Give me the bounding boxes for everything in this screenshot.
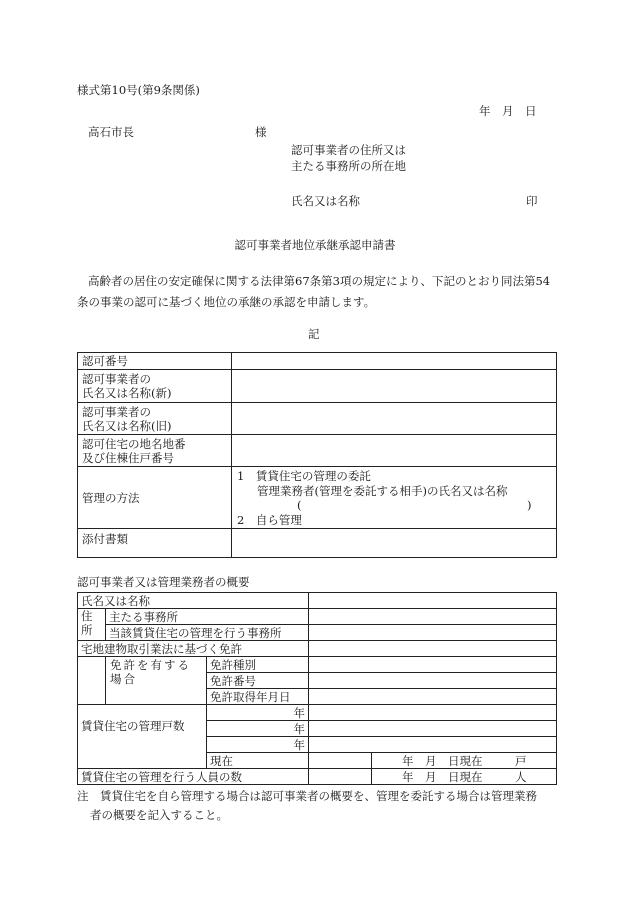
table-row [78, 529, 557, 558]
form-number: 様式第10号(第9条関係) [77, 83, 200, 97]
table-row [78, 641, 557, 657]
document-title: 認可事業者地位承継承認申請書 [234, 238, 396, 252]
applicant-name-label: 氏名又は名称 [291, 194, 360, 208]
permit-number-label: 認可番号 [78, 353, 232, 370]
name-label: 氏名又は名称 [78, 593, 309, 609]
units-current-date: 年 月 日現在 [372, 753, 486, 769]
has-license-label: 免許を有する場合 [106, 657, 207, 705]
mgmt-option-1: 1 賃貸住宅の管理の委託 [237, 469, 371, 483]
units-current-blank[interactable] [309, 753, 372, 769]
table-row [78, 657, 557, 673]
old-name-field[interactable] [232, 403, 557, 435]
staff-current-date: 年 月 日現在 [372, 769, 486, 785]
units-label: 賃貸住宅の管理戸数 [78, 705, 207, 769]
old-name-label-2: 氏名又は名称(旧) [82, 418, 172, 433]
license-number-label: 免許番号 [207, 673, 309, 689]
body-paragraph: 高齢者の居住の安定確保に関する法律第67条第3項の規定により、下記のとおり同法第54条の事業の認可に基づく地位の承継の承認を申請します。 [77, 274, 551, 309]
units-year-1: 年 [207, 705, 309, 721]
staff-label: 賃貸住宅の管理を行う人員の数 [78, 769, 309, 785]
units-year-3: 年 [207, 737, 309, 753]
addressee: 高石市長 [88, 125, 134, 139]
units-year-3-field[interactable] [309, 737, 557, 753]
table-row [78, 593, 557, 609]
main-office-field[interactable] [309, 609, 557, 625]
table-row [78, 435, 557, 467]
overview-table [77, 592, 557, 785]
permit-number-field[interactable] [232, 353, 557, 370]
mgmt-office-label: 当該賃貸住宅の管理を行う事務所 [106, 625, 309, 641]
table-row [78, 609, 557, 625]
units-year-1-field[interactable] [309, 705, 557, 721]
address-label: 住所 [78, 609, 106, 641]
name-field[interactable] [309, 593, 557, 609]
applicant-address-label-2: 主たる事務所の所在地 [291, 159, 406, 173]
license-indent [78, 657, 106, 705]
address-label-2: 及び住棟住戸番号 [82, 450, 174, 465]
note-line-2: 者の概要を記入すること。 [90, 808, 228, 822]
staff-count-unit: 人 [486, 769, 557, 785]
table-row [78, 467, 557, 529]
license-date-field[interactable] [309, 689, 557, 705]
license-header: 宅地建物取引業法に基づく免許 [78, 641, 309, 657]
old-name-label [78, 403, 232, 435]
address-field[interactable] [232, 435, 557, 467]
attachments-label: 添付書類 [78, 529, 232, 558]
table-row [78, 625, 557, 641]
new-name-label-2: 氏名又は名称(新) [82, 386, 172, 400]
mgmt-office-field[interactable] [309, 625, 557, 641]
table-row [78, 353, 557, 370]
application-table [77, 352, 557, 558]
note-line-1: 注 賃貸住宅を自ら管理する場合は認可事業者の概要を、管理を委託する場合は管理業務 [77, 789, 537, 803]
table-row [78, 769, 557, 785]
paren-open: ( [297, 498, 302, 512]
new-name-field[interactable] [232, 370, 557, 403]
license-date-label: 免許取得年月日 [207, 689, 309, 705]
old-name-label-1: 認可事業者の [82, 404, 151, 419]
mgmt-method-field[interactable] [232, 467, 557, 529]
ki-mark: 記 [308, 327, 320, 341]
units-year-2: 年 [207, 721, 309, 737]
table-row [78, 370, 557, 403]
new-name-label-1: 認可事業者の [82, 372, 151, 386]
paren-close: ) [527, 498, 532, 512]
seal-mark: 印 [526, 194, 538, 208]
date-line: 年 月 日 [479, 104, 537, 118]
overview-title: 認可事業者又は管理業務者の概要 [77, 575, 250, 589]
table-row [78, 705, 557, 721]
units-current-label: 現在 [207, 753, 309, 769]
address-label [78, 435, 232, 467]
units-year-2-field[interactable] [309, 721, 557, 737]
license-header-field[interactable] [309, 641, 557, 657]
attachments-field[interactable] [232, 529, 557, 558]
staff-blank[interactable] [309, 769, 372, 785]
mgmt-option-2: 2 自ら管理 [237, 513, 302, 527]
table-row [78, 403, 557, 435]
units-count-unit: 戸 [486, 753, 557, 769]
addressee-honorific: 様 [255, 125, 267, 139]
address-label-1: 認可住宅の地名地番 [82, 436, 186, 451]
mgmt-option-1-sub: 管理業務者(管理を委託する相手)の氏名又は名称 [257, 484, 508, 498]
license-number-field[interactable] [309, 673, 557, 689]
license-type-field[interactable] [309, 657, 557, 673]
new-name-label [78, 370, 232, 403]
license-type-label: 免許種別 [207, 657, 309, 673]
main-office-label: 主たる事務所 [106, 609, 309, 625]
applicant-address-label-1: 認可事業者の住所又は [291, 143, 406, 157]
mgmt-method-label: 管理の方法 [78, 467, 232, 529]
